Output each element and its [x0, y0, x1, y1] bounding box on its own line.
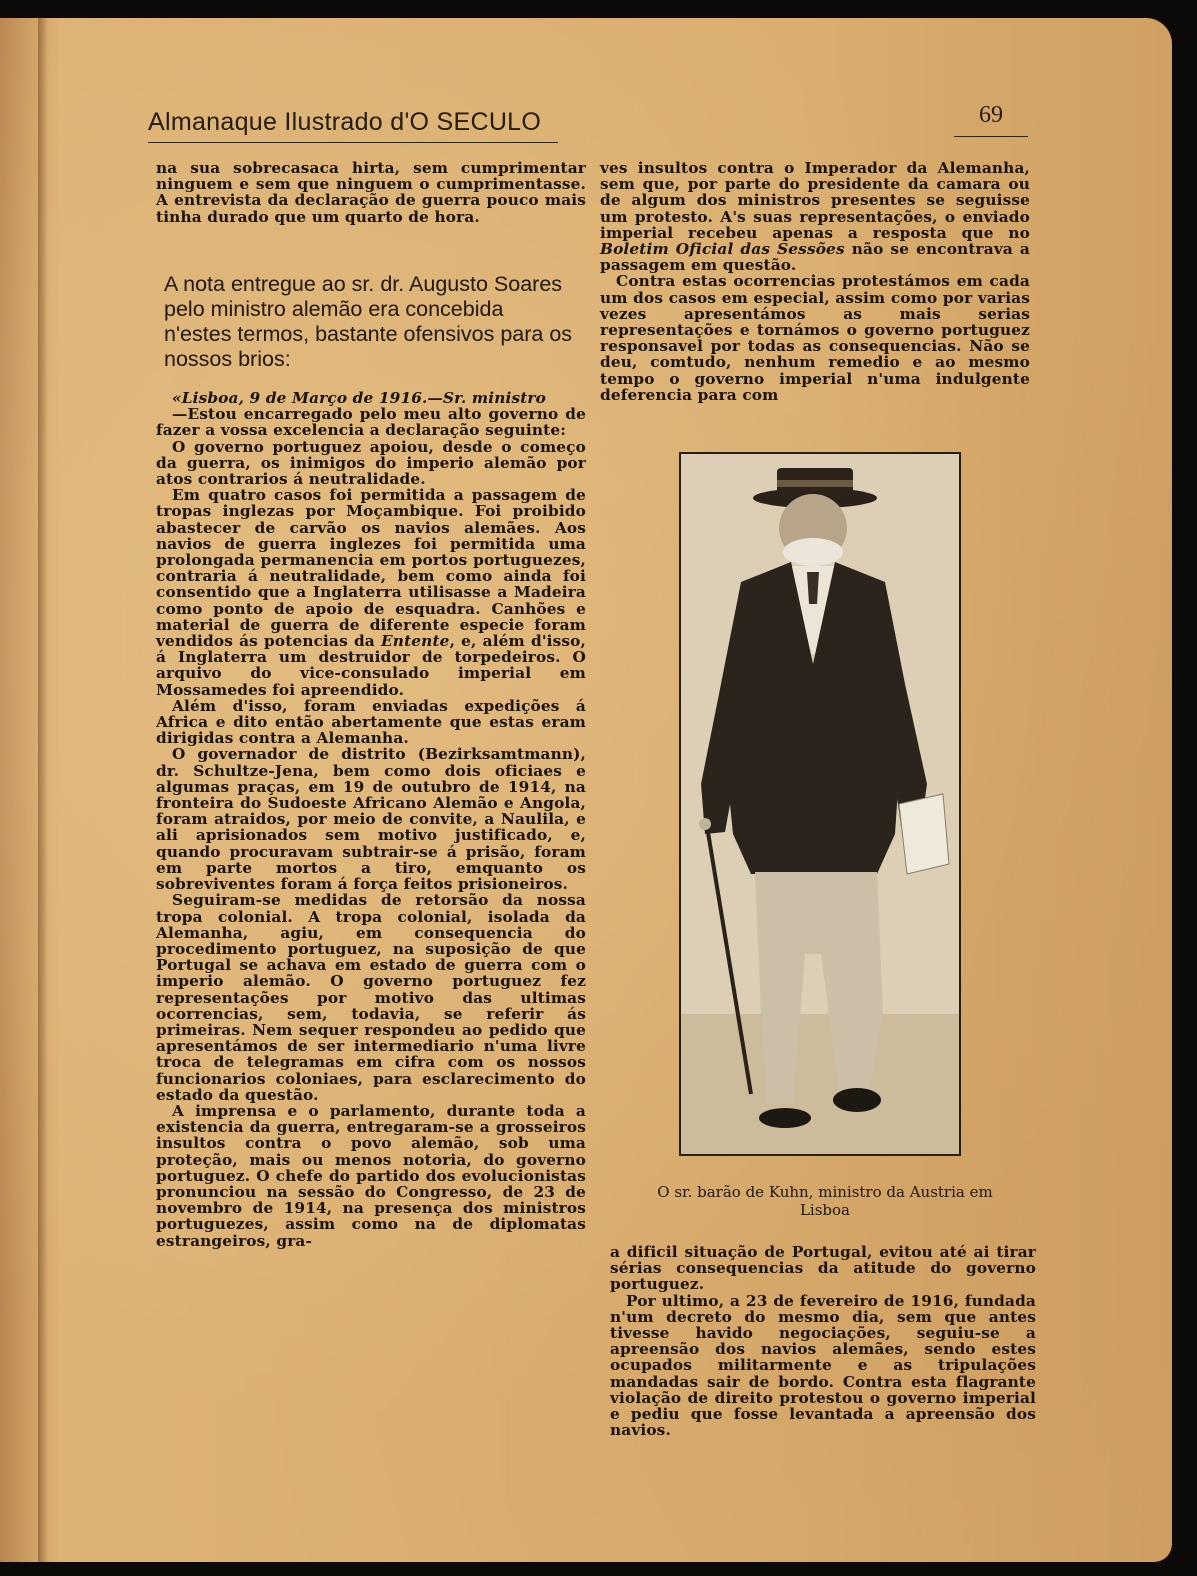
note-paragraph-3-b: , e, além d'isso, á Inglaterra um destruidor de torpedeiros. O arquivo do vice-consulado imperial em Mossamedes foi apreendido.	[156, 632, 586, 699]
photo-caption: O sr. barão de Kuhn, ministro da Austria em Lisboa	[657, 1183, 993, 1219]
note-paragraph-3-a: Em quatro casos foi permitida a passagem de tropas inglezas por Moçambique. Foi proibido abastecer de carvão os navios alemães. Aos navios de guerra inglezes foi permitida uma prolongada permanencia em portos portuguezes, contraria á neutralidade, bem como ainda foi consentido que a Inglaterra utilisasse a Madeira como ponto de apoio de esquadra. Canhões e material de guerra de diferente especie foram vendidos ás potencias da	[156, 486, 586, 651]
nota-heading-text: A nota entregue ao sr. dr. Augusto Soares pelo ministro alemão era concebida n'estes termos, bastante ofensivos para os nossos brios:	[164, 272, 573, 371]
running-header-title: Almanaque Ilustrado d'O SECULO	[148, 108, 558, 143]
note-paragraph-2: O governo portuguez apoiou, desde o começo da guerra, os inimigos do imperio alemão por atos contrarios á neutralidade.	[156, 437, 586, 489]
portrait-photo	[679, 452, 961, 1156]
note-paragraph-7: A imprensa e o parlamento, durante toda a existencia da guerra, entregaram-se a grosseiros insultos contra o povo alemão, sob uma proteção, mais ou menos notoria, do governo portuguez. O chefe do partido dos evolucionistas pronunciou na sessão do Congresso, de 23 de novembro de 1914, na presença dos ministros portuguezes, assim como na de diplomatas estrangeiros, gra-	[156, 1101, 586, 1250]
portrait-figure	[681, 454, 959, 1154]
right-column-bottom	[610, 1244, 1036, 1438]
right-paragraph-2: Contra estas ocorrencias protestámos em cada um dos casos em especial, assim como por varias vezes apresentámos as mais serias representações e tornámos o governo portuguez responsavel por todas as consequencias. Não se deu, comtudo, nenhum remedio e ao mesmo tempo o governo imperial n'uma indulgente deferencia para com	[600, 272, 1030, 404]
intro-paragraph: na sua sobrecasaca hirta, sem cumprimentar ninguem e sem que ninguem o cumprimentasse. A entrevista da declaração de guerra pouco mais tinha durado que um quarto de hora.	[156, 159, 586, 226]
right-column-top	[600, 160, 1030, 403]
right-paragraph-3: a dificil situação de Portugal, evitou até ai tirar sérias consequencias da atitude do governo portuguez.	[610, 1243, 1036, 1294]
note-paragraph-5: O governador de distrito (Bezirksamtmann), dr. Schultze-Jena, bem como dois oficiaes e algumas praças, em 19 de outubro de 1914, na fronteira do Sudoeste Africano Alemão e Angola, foram atraidos, por meio de convite, a Naulila, e ali aprisionados sem motivo justificado, e, quando procuravam subtrair-se á prisão, foram em parte mortos a tiro, emquanto os sobreviventes foram á força feitos prisioneiros.	[156, 745, 586, 894]
right-paragraph-1	[600, 160, 1030, 273]
binding-gutter	[38, 18, 48, 1562]
note-paragraph-1: —Estou encarregado pelo meu alto governo de fazer a vossa excelencia a declaração seguinte:	[156, 405, 586, 440]
note-paragraph-3	[156, 487, 586, 698]
entente-term: Entente	[381, 632, 450, 651]
note-text-block	[156, 390, 586, 1249]
note-paragraph-6: Seguiram-se medidas de retorsão da nossa tropa colonial. A tropa colonial, isolada da Alemanha, agiu, em consequencia do procedimento portuguez, na suposição de que Portugal se achava em estado de guerra com o imperio alemão. O governo portuguez fez representações por motivo das ultimas ocorrencias, sem, todavia, se referir ás primeiras. Nem sequer respondeu ao pedido que apresentámos de ser intermediario n'uma livre troca de telegramas em cifra com os nossos funcionarios coloniaes, para esclarecimento do estado da questão.	[156, 891, 586, 1104]
nota-heading	[164, 272, 576, 372]
left-column	[156, 160, 586, 225]
boletim-title: Boletim Oficial das Sessões	[600, 240, 845, 259]
right-paragraph-1-b: não se encontrava a passagem em questão.	[600, 240, 1030, 275]
note-dateline: «Lisboa, 9 de Março de 1916.—Sr. ministro	[172, 389, 546, 407]
right-paragraph-1-a: ves insultos contra o Imperador da Alemanha, sem que, por parte do presidente da camara ou de algum dos ministros presentes se seguisse um protesto. A's suas representações, o enviado imperial recebeu apenas a resposta que no	[600, 159, 1030, 242]
right-paragraph-4: Por ultimo, a 23 de fevereiro de 1916, fundada n'um decreto do mesmo dia, sem que antes tivesse havido negociações, seguiu-se a apreensão dos navios alemães, sendo estes ocupados militarmente e as tripulações mandadas sair de bordo. Contra esta flagrante violação de direito protestou o governo imperial e pediu que fosse levantada a apreensão dos navios.	[610, 1291, 1036, 1440]
page-number: 69	[954, 102, 1028, 137]
note-paragraph-4: Além d'isso, foram enviadas expedições á Africa e dito então abertamente que estas eram dirigidas contra a Alemanha.	[156, 696, 586, 748]
